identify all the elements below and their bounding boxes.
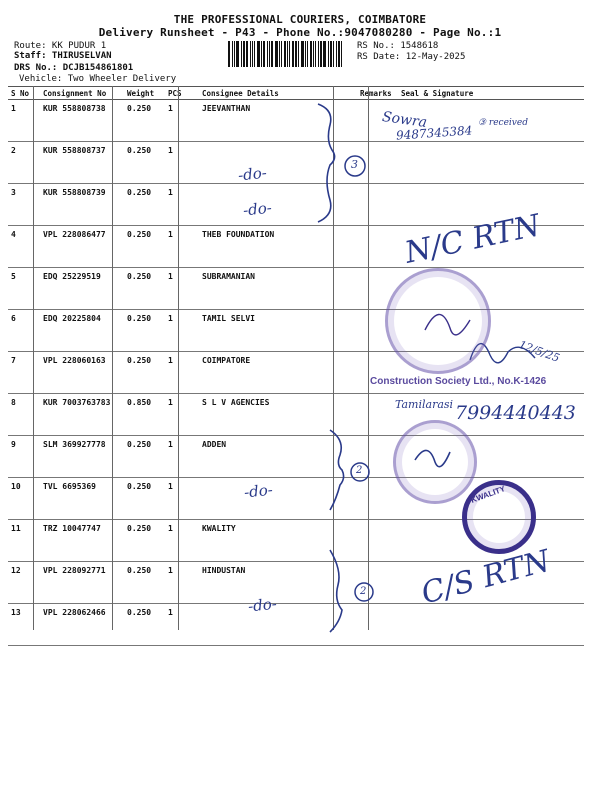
signature-name: Tamilarasi [395,398,454,411]
cell-weight: 0.250 [124,436,165,478]
cell-consignment-no: KUR 558808737 [40,142,124,184]
cell-consignment-no: VPL 228086477 [40,226,124,268]
signature-date: 12/5/25 [517,338,562,365]
cell-sno: 4 [8,226,40,268]
cell-consignment-no: KUR 558808739 [40,184,124,226]
cell-consignment-no: VPL 228092771 [40,562,124,604]
brace-group-1 [318,104,335,222]
cell-pcs: 1 [165,436,199,478]
cell-pcs: 1 [165,142,199,184]
col-weight: Weight [124,87,165,100]
col-consignee: Consignee Details [199,87,357,100]
cell-pcs: 1 [165,268,199,310]
cell-sno: 9 [8,436,40,478]
cell-pcs: 1 [165,100,199,142]
return-note: N/C RTN [401,208,544,271]
cell-weight: 0.250 [124,352,165,394]
cell-pcs: 1 [165,310,199,352]
ditto-mark: -do- [247,594,278,616]
cell-consignment-no: VPL 228062466 [40,604,124,646]
return-note: C/S RTN [417,543,554,612]
rs-date: RS Date: 12-May-2025 [357,52,466,62]
cell-consignee: SUBRAMANIAN [199,268,357,310]
society-stamp-text: Construction Society Ltd., No.K-1426 [370,376,547,387]
col-seal-signature: Seal & Signature [398,87,584,100]
seal-stamp [385,268,491,374]
cell-consignment-no: EDQ 25229519 [40,268,124,310]
cell-sno: 7 [8,352,40,394]
col-remarks: Remarks [357,87,398,100]
staff-label: Staff: THIRUSELVAN [14,51,112,61]
ditto-mark: -do- [242,198,273,220]
cell-pcs: 1 [165,520,199,562]
cell-consignment-no: VPL 228060163 [40,352,124,394]
cell-sno: 2 [8,142,40,184]
cell-consignment-no: TRZ 10047747 [40,520,124,562]
cell-pcs: 1 [165,562,199,604]
cell-consignment-no: SLM 369927778 [40,436,124,478]
col-consignment: Consignment No [40,87,124,100]
seal-stamp [393,420,477,504]
ditto-mark: -do- [243,480,274,502]
cell-weight: 0.250 [124,142,165,184]
cell-weight: 0.250 [124,562,165,604]
group-count: 2 [356,465,363,476]
cell-sno: 3 [8,184,40,226]
cell-sno: 11 [8,520,40,562]
cell-consignee: KWALITY [199,520,357,562]
company-title: THE PROFESSIONAL COURIERS, COIMBATORE [173,13,427,26]
rs-number: RS No.: 1548618 [357,41,439,51]
cell-weight: 0.250 [124,184,165,226]
cell-weight: 0.250 [124,268,165,310]
cell-pcs: 1 [165,394,199,436]
cell-weight: 0.250 [124,604,165,646]
cell-consignment-no: EDQ 20225804 [40,310,124,352]
cell-weight: 0.250 [124,310,165,352]
cell-pcs: 1 [165,184,199,226]
cell-consignee: COIMPATORE [199,352,357,394]
cell-weight: 0.250 [124,226,165,268]
runsheet-subtitle: Delivery Runsheet - P43 - Phone No.:9047080280 - Page No.:1 [98,26,502,39]
vehicle-label: Vehicle: Two Wheeler Delivery [19,74,177,84]
cell-weight: 0.250 [124,100,165,142]
cell-pcs: 1 [165,226,199,268]
cell-pcs: 1 [165,478,199,520]
ditto-mark: -do- [237,163,268,185]
cell-consignee: HINDUSTAN [199,562,357,604]
cell-consignee: ADDEN [199,436,357,478]
brace-group-3 [330,550,342,632]
drs-number: DRS No.: DCJB154861801 [14,63,134,73]
cell-weight: 0.250 [124,478,165,520]
signature-phone: 9487345384 [395,123,473,143]
kwality-stamp-text: KWALITY [469,484,507,505]
cell-sno: 6 [8,310,40,352]
signature-note: ③ received [478,118,528,128]
group-count: 3 [351,158,358,171]
cell-consignee: JEEVANTHAN [199,100,357,142]
cell-sno: 13 [8,604,40,646]
cell-consignment-no: KUR 7003763783 [40,394,124,436]
brace-group-2 [330,430,344,510]
cell-weight: 0.850 [124,394,165,436]
cell-sno: 1 [8,100,40,142]
cell-consignee: S L V AGENCIES [199,394,357,436]
group-count: 2 [360,586,367,597]
cell-sno: 5 [8,268,40,310]
cell-sno: 12 [8,562,40,604]
contact-phone: 7994440443 [455,402,576,424]
signature-name: Sowra [381,108,428,132]
route-label: Route: KK PUDUR 1 [14,41,107,51]
cell-consignment-no: TVL 6695369 [40,478,124,520]
cell-consignee: THEB FOUNDATION [199,226,357,268]
col-sno: S No [8,87,40,100]
cell-pcs: 1 [165,352,199,394]
cell-sno: 8 [8,394,40,436]
col-pcs: PCS [165,87,199,100]
cell-consignment-no: KUR 558808738 [40,100,124,142]
cell-pcs: 1 [165,604,199,646]
cell-consignee: TAMIL SELVI [199,310,357,352]
cell-sno: 10 [8,478,40,520]
cell-weight: 0.250 [124,520,165,562]
